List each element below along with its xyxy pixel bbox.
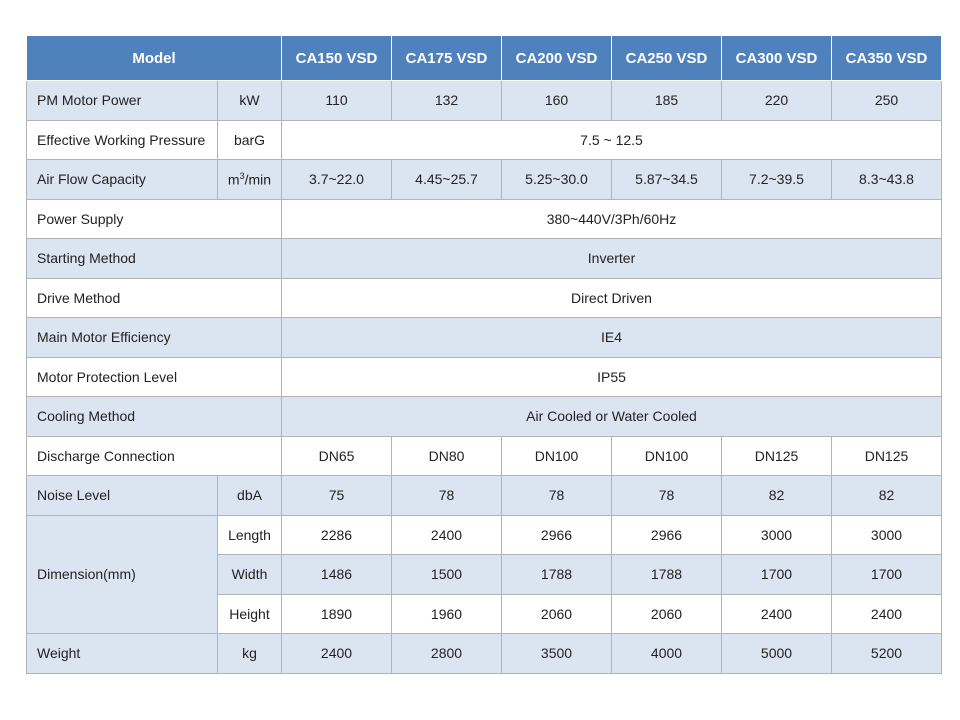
row-label: Power Supply: [27, 199, 282, 239]
table-cell: 2966: [502, 515, 612, 555]
model-header-cell: CA150 VSD: [282, 36, 392, 81]
table-row: [27, 239, 942, 279]
row-label: PM Motor Power: [27, 81, 218, 121]
model-header: Model: [27, 36, 282, 81]
table-row: [27, 318, 942, 358]
table-cell: 2060: [612, 594, 722, 634]
table-cell: 1960: [392, 594, 502, 634]
table-cell: DN125: [722, 436, 832, 476]
row-label: Air Flow Capacity: [27, 160, 218, 200]
table-cell: 160: [502, 81, 612, 121]
row-unit: kg: [218, 634, 282, 674]
table-cell: 1700: [832, 555, 942, 595]
table-cell: DN80: [392, 436, 502, 476]
table-cell: 78: [392, 476, 502, 516]
table-cell: 75: [282, 476, 392, 516]
table-row: [27, 476, 942, 516]
row-sublabel: Width: [218, 555, 282, 595]
table-cell: 7.5 ~ 12.5: [282, 120, 942, 160]
table-row: [27, 160, 942, 200]
table-row: [27, 436, 942, 476]
table-cell: 3500: [502, 634, 612, 674]
table-cell: DN100: [612, 436, 722, 476]
table-cell: DN65: [282, 436, 392, 476]
table-cell: IE4: [282, 318, 942, 358]
table-cell: 1788: [502, 555, 612, 595]
row-unit: kW: [218, 81, 282, 121]
table-cell: 1788: [612, 555, 722, 595]
table-row: [27, 120, 942, 160]
table-row: [27, 515, 942, 555]
model-header-cell: CA250 VSD: [612, 36, 722, 81]
table-cell: 2966: [612, 515, 722, 555]
table-cell: 5.87~34.5: [612, 160, 722, 200]
table-row: [27, 397, 942, 437]
table-cell: Direct Driven: [282, 278, 942, 318]
model-header-cell: CA350 VSD: [832, 36, 942, 81]
table-cell: 82: [722, 476, 832, 516]
model-header-cell: CA200 VSD: [502, 36, 612, 81]
table-cell: Air Cooled or Water Cooled: [282, 397, 942, 437]
table-cell: 2800: [392, 634, 502, 674]
table-cell: 2060: [502, 594, 612, 634]
table-cell: 8.3~43.8: [832, 160, 942, 200]
unit-base: m: [227, 171, 240, 188]
table-cell: 5.25~30.0: [502, 160, 612, 200]
table-cell: 380~440V/3Ph/60Hz: [282, 199, 942, 239]
row-unit: barG: [218, 120, 282, 160]
table-cell: 2400: [832, 594, 942, 634]
spec-table: [26, 35, 942, 674]
table-cell: DN125: [832, 436, 942, 476]
table-cell: 4000: [612, 634, 722, 674]
table-cell: 5200: [832, 634, 942, 674]
table-cell: DN100: [502, 436, 612, 476]
table-cell: 4.45~25.7: [392, 160, 502, 200]
row-label: Noise Level: [27, 476, 218, 516]
table-cell: 3000: [722, 515, 832, 555]
table-cell: 3000: [832, 515, 942, 555]
table-cell: 2400: [282, 634, 392, 674]
unit-superscript: 3: [239, 170, 245, 181]
header-row: [27, 36, 942, 81]
row-label: Dimension(mm): [27, 515, 218, 634]
table-cell: 132: [392, 81, 502, 121]
table-cell: 1700: [722, 555, 832, 595]
table-cell: 7.2~39.5: [722, 160, 832, 200]
table-row: [27, 634, 942, 674]
table-cell: 82: [832, 476, 942, 516]
table-cell: 1890: [282, 594, 392, 634]
table-cell: 5000: [722, 634, 832, 674]
row-label: Main Motor Efficiency: [27, 318, 282, 358]
table-cell: 2286: [282, 515, 392, 555]
table-cell: 3.7~22.0: [282, 160, 392, 200]
table-cell: 1500: [392, 555, 502, 595]
unit-rest: /min: [244, 171, 272, 188]
table-row: [27, 81, 942, 121]
table-row: [27, 278, 942, 318]
row-label: Discharge Connection: [27, 436, 282, 476]
row-label: Motor Protection Level: [27, 357, 282, 397]
row-label: Effective Working Pressure: [27, 120, 218, 160]
table-cell: 78: [612, 476, 722, 516]
table-cell: 2400: [722, 594, 832, 634]
table-cell: IP55: [282, 357, 942, 397]
model-header-cell: CA300 VSD: [722, 36, 832, 81]
table-cell: 110: [282, 81, 392, 121]
model-header-cell: CA175 VSD: [392, 36, 502, 81]
row-unit: dbA: [218, 476, 282, 516]
row-sublabel: Length: [218, 515, 282, 555]
row-label: Cooling Method: [27, 397, 282, 437]
table-cell: 78: [502, 476, 612, 516]
table-cell: 1486: [282, 555, 392, 595]
row-unit: [218, 160, 282, 200]
table-cell: 185: [612, 81, 722, 121]
table-row: [27, 357, 942, 397]
row-label: Starting Method: [27, 239, 282, 279]
table-cell: 220: [722, 81, 832, 121]
table-cell: Inverter: [282, 239, 942, 279]
row-label: Weight: [27, 634, 218, 674]
table-cell: 2400: [392, 515, 502, 555]
row-sublabel: Height: [218, 594, 282, 634]
table-row: [27, 199, 942, 239]
table-cell: 250: [832, 81, 942, 121]
row-label: Drive Method: [27, 278, 282, 318]
